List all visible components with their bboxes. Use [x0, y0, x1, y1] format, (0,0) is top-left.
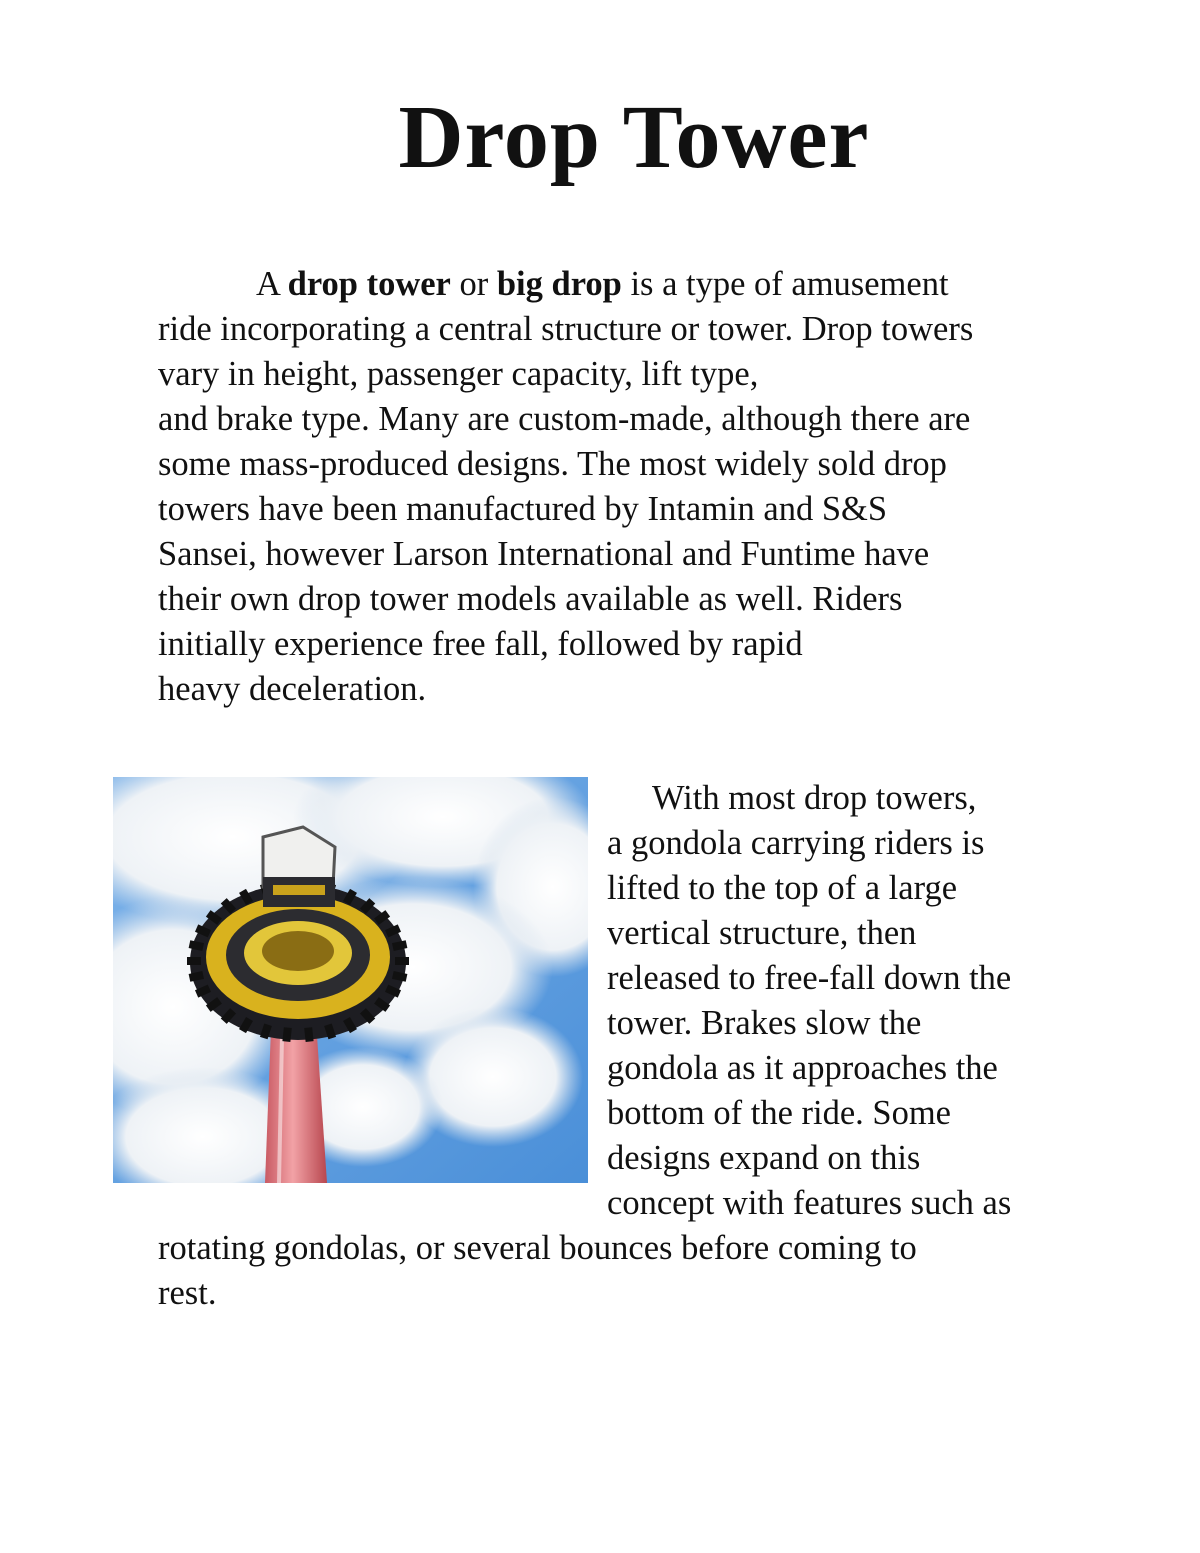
tail-line: rotating gondolas, or several bounces before coming to — [158, 1229, 917, 1267]
intro-line: their own drop tower models available as well. Riders — [158, 580, 903, 618]
intro-line: heavy deceleration. — [158, 670, 427, 708]
intro-paragraph — [158, 262, 1098, 712]
intro-line: some mass-produced designs. The most widely sold drop — [158, 445, 947, 483]
intro-line: initially experience free fall, followed by rapid — [158, 625, 803, 663]
intro-line: ride incorporating a central structure or tower. Drop towers — [158, 310, 974, 348]
wrapped-line: lifted to the top of a large — [607, 869, 958, 907]
intro-line: and brake type. Many are custom-made, although there are — [158, 400, 971, 438]
wrapped-line: With most drop towers, — [652, 779, 977, 817]
second-paragraph-tail — [158, 1226, 1098, 1316]
wrapped-line: concept with features such as — [607, 1184, 1012, 1222]
term-big-drop: big drop — [496, 265, 622, 303]
second-paragraph-wrapped — [607, 776, 1087, 1226]
gondola-seat — [304, 1027, 313, 1042]
wrapped-line: gondola as it approaches the — [607, 1049, 998, 1087]
wrapped-line: bottom of the ride. Some — [607, 1094, 951, 1132]
drop-tower-photo — [113, 777, 588, 1183]
page-title: Drop Tower — [398, 88, 870, 187]
intro-line: towers have been manufactured by Intamin and S&S — [158, 490, 888, 528]
wrapped-line: released to free-fall down the — [607, 959, 1012, 997]
term-drop-tower: drop tower — [287, 265, 451, 303]
intro-line: vary in height, passenger capacity, lift type, — [158, 355, 759, 393]
wrapped-line: tower. Brakes slow the — [607, 1004, 922, 1042]
tower-top-cap — [263, 827, 335, 907]
gondola-seat — [395, 957, 409, 965]
intro-line: A drop tower or big drop is a type of amusement — [256, 265, 949, 303]
gondola-ring — [190, 884, 406, 1040]
gondola-seat — [282, 1027, 291, 1042]
drop-tower-illustration — [113, 777, 588, 1183]
gondola-seat — [187, 957, 201, 965]
tail-line: rest. — [158, 1274, 217, 1312]
wrapped-line: designs expand on this — [607, 1139, 921, 1177]
intro-line: Sansei, however Larson International and Funtime have — [158, 535, 930, 573]
wrapped-line: vertical structure, then — [607, 914, 917, 952]
wrapped-line: a gondola carrying riders is — [607, 824, 985, 862]
